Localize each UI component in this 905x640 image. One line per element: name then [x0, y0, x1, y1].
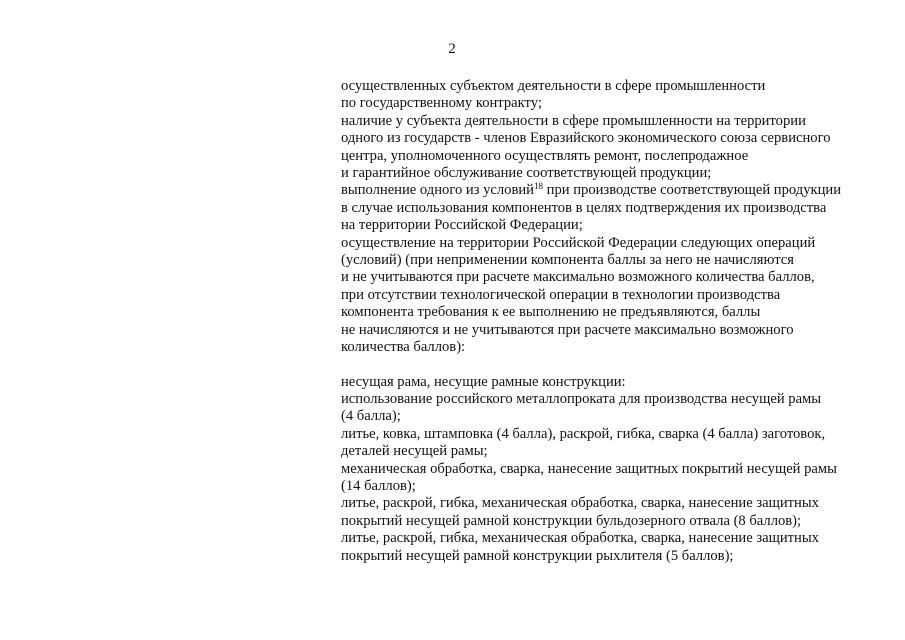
text-line: количества баллов):: [341, 339, 466, 356]
text-line: покрытий несущей рамной конструкции бульдозерного отвала (8 баллов);: [341, 512, 802, 529]
text-line: деталей несущей рамы;: [341, 443, 488, 460]
text-line: несущая рама, несущие рамные конструкции:: [341, 373, 626, 390]
text-line: при отсутствии технологической операции в технологии производства: [341, 286, 781, 303]
footnote-reference: 18: [534, 181, 543, 192]
text-line: (14 баллов);: [341, 477, 416, 494]
text-line: по государственному контракту;: [341, 95, 542, 112]
text-line: не начисляются и не учитываются при расчете максимально возможного: [341, 321, 794, 338]
text-line: компонента требования к ее выполнению не предъявляются, баллы: [341, 304, 761, 321]
text-line: покрытий несущей рамной конструкции рыхлителя (5 баллов);: [341, 547, 734, 564]
text-line: и гарантийное обслуживание соответствующей продукции;: [341, 165, 712, 182]
text-line: в случае использования компонентов в целях подтверждения их производства: [341, 199, 827, 216]
page-number: 2: [448, 41, 456, 57]
text-line: (условий) (при неприменении компонента баллы за него не начисляются: [341, 252, 794, 269]
text-line: литье, раскрой, гибка, механическая обработка, сварка, нанесение защитных: [341, 495, 819, 512]
text-line: использование российского металлопроката для производства несущей рамы: [341, 390, 822, 407]
footnote-line-start: выполнение одного из условий: [341, 182, 534, 199]
text-line: (4 балла);: [341, 408, 401, 425]
text-line: наличие у субъекта деятельности в сфере промышленности на территории: [341, 112, 806, 129]
text-line: осуществленных субъектом деятельности в сфере промышленности: [341, 78, 766, 94]
text-line-with-footnote: [341, 182, 881, 199]
text-line: одного из государств - членов Евразийского экономического союза сервисного: [341, 130, 831, 147]
text-line: на территории Российской Федерации;: [341, 217, 583, 234]
text-line: литье, ковка, штамповка (4 балла), раскрой, гибка, сварка (4 балла) заготовок,: [341, 425, 826, 442]
text-line: и не учитываются при расчете максимально возможного количества баллов,: [341, 269, 815, 286]
text-line: центра, уполномоченного осуществлять ремонт, послепродажное: [341, 147, 749, 164]
paragraph-gap: [341, 357, 881, 374]
text-line: литье, раскрой, гибка, механическая обработка, сварка, нанесение защитных: [341, 530, 819, 547]
text-line: осуществление на территории Российской Федерации следующих операций: [341, 234, 816, 251]
text-line: механическая обработка, сварка, нанесение защитных покрытий несущей рамы: [341, 460, 837, 477]
document-text: [341, 78, 881, 565]
footnote-line-end: при производстве соответствующей продукции: [543, 182, 842, 199]
